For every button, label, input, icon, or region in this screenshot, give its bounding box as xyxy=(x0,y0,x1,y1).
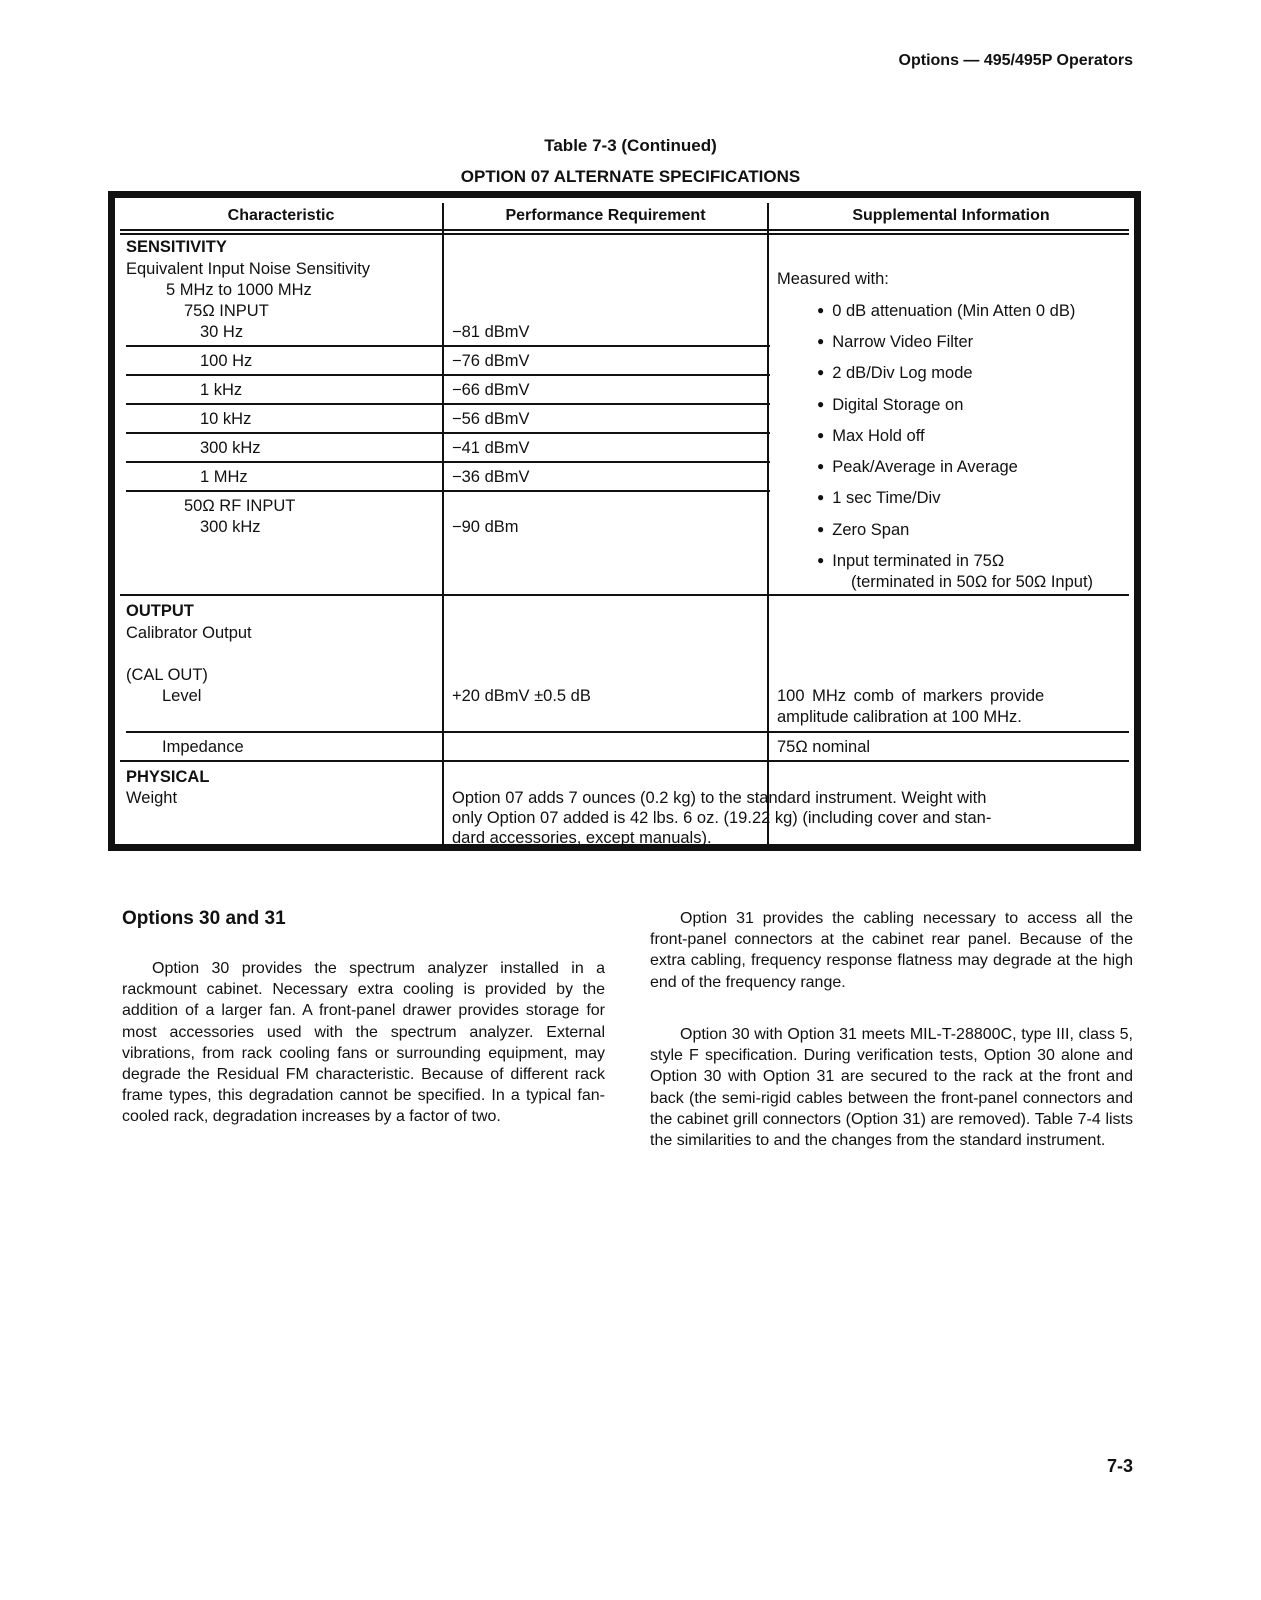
column-header-performance: Performance Requirement xyxy=(505,207,706,224)
bullet-item: ● Zero Span xyxy=(817,520,909,542)
header-rule xyxy=(120,229,1129,231)
header-rule xyxy=(120,233,1129,235)
level-info: 100 MHz comb of markers provide xyxy=(777,687,1045,705)
column-header-supplemental: Supplemental Information xyxy=(852,207,1050,224)
row-char: 100 Hz xyxy=(200,352,253,370)
row-perf: −56 dBmV xyxy=(452,410,530,428)
row-rule xyxy=(126,432,770,434)
row-rule xyxy=(126,461,770,463)
bullet-continuation: (terminated in 50Ω for 50Ω Input) xyxy=(851,573,1094,591)
table-title: Table 7-3 (Continued) xyxy=(544,136,717,155)
row-rule xyxy=(126,490,770,492)
row-char: 1 kHz xyxy=(200,381,243,399)
column-header-characteristic: Characteristic xyxy=(227,207,335,224)
row-rule xyxy=(126,403,770,405)
row-perf: −41 dBmV xyxy=(452,439,530,457)
row-rule xyxy=(126,345,770,347)
bullet-item: ● Input terminated in 75Ω xyxy=(817,551,1004,573)
bullet-item: ● 2 dB/Div Log mode xyxy=(817,363,973,385)
paragraph-option-30-31: Option 30 with Option 31 meets MIL-T-28800C, type III, class 5, style F specification. During verification tests, Option 30 alone and Option 30 with Option 31 are secured to the rack at the front and back (the semi-rigid cables between the front-panel connectors and the cabinet grill connectors (Option 31) are removed). Table 7-4 lists the similarities to and the changes from the standard instrument. xyxy=(650,1026,1133,1150)
level-info: amplitude calibration at 100 MHz. xyxy=(777,708,1022,726)
level-perf: +20 dBmV ±0.5 dB xyxy=(452,687,591,705)
sensitivity-line1: Equivalent Input Noise Sensitivity xyxy=(126,260,370,278)
row-char: 300 kHz xyxy=(200,439,261,457)
row-perf: −36 dBmV xyxy=(452,468,530,486)
impedance-info: 75Ω nominal xyxy=(777,738,871,756)
spec-table xyxy=(108,191,1141,851)
weight-text: only Option 07 added is 42 lbs. 6 oz. (19.22 kg) (including cover and stan- xyxy=(452,809,992,827)
input-50-label: 50Ω RF INPUT xyxy=(184,497,296,515)
bullet-item: ● Peak/Average in Average xyxy=(817,457,1018,479)
paragraph-option-30: Option 30 provides the spectrum analyzer installed in a rackmount cabinet. Necessary extra cooling is provided by the addition of a larger fan. A front-panel drawer provides storage for most accessories used with the spectrum analyzer. External vibrations, from rack cooling fans or surrounding equipment, may degrade the Residual FM characteristic. Because of different rack frame types, this degradation cannot be specified. In a typical fan-cooled rack, degradation increases by a factor of two. xyxy=(122,960,605,1126)
bullet-item: ● Narrow Video Filter xyxy=(817,332,973,354)
section-sensitivity: SENSITIVITY xyxy=(126,238,227,256)
level-label: Level xyxy=(162,687,202,705)
section-output: OUTPUT xyxy=(126,602,194,620)
row-char: 1 MHz xyxy=(200,468,248,486)
section-rule xyxy=(120,594,1129,596)
weight-label: Weight xyxy=(126,789,178,807)
column-divider xyxy=(442,203,444,844)
sensitivity-line2: 5 MHz to 1000 MHz xyxy=(166,281,312,299)
bullet-item: ● 1 sec Time/Div xyxy=(817,488,940,510)
row-char: 10 kHz xyxy=(200,410,252,428)
output-line2: (CAL OUT) xyxy=(126,666,208,684)
column-divider xyxy=(767,203,769,844)
weight-text: dard accessories, except manuals). xyxy=(452,829,712,847)
section-heading: Options 30 and 31 xyxy=(122,908,286,929)
bullet-item: ● Digital Storage on xyxy=(817,395,963,417)
row-rule xyxy=(126,731,1129,733)
input-75-label: 75Ω INPUT xyxy=(184,302,269,320)
bullet-item: ● Max Hold off xyxy=(817,426,925,448)
row-char: 300 kHz xyxy=(200,518,261,536)
row-perf: −81 dBmV xyxy=(452,323,530,341)
section-rule xyxy=(120,760,1129,762)
page-number: 7-3 xyxy=(1106,1456,1133,1476)
bullet-item: ● 0 dB attenuation (Min Atten 0 dB) xyxy=(817,301,1075,323)
impedance-label: Impedance xyxy=(162,738,244,756)
section-physical: PHYSICAL xyxy=(126,768,210,786)
row-perf: −66 dBmV xyxy=(452,381,530,399)
row-rule xyxy=(126,374,770,376)
weight-text: Option 07 adds 7 ounces (0.2 kg) to the standard instrument. Weight with xyxy=(452,789,987,807)
table-subtitle: OPTION 07 ALTERNATE SPECIFICATIONS xyxy=(460,167,801,186)
row-char: 30 Hz xyxy=(200,323,244,341)
row-perf: −90 dBm xyxy=(452,518,519,536)
paragraph-option-31: Option 31 provides the cabling necessary to access all the front-panel connectors at the cabinet rear panel. Because of the extra cabling, frequency response flatness may degrade at the high end of the frequency range. xyxy=(650,910,1133,991)
measured-with-label: Measured with: xyxy=(777,270,889,288)
running-header: Options — 495/495P Operators xyxy=(898,52,1133,69)
output-line1: Calibrator Output xyxy=(126,624,252,642)
row-perf: −76 dBmV xyxy=(452,352,530,370)
